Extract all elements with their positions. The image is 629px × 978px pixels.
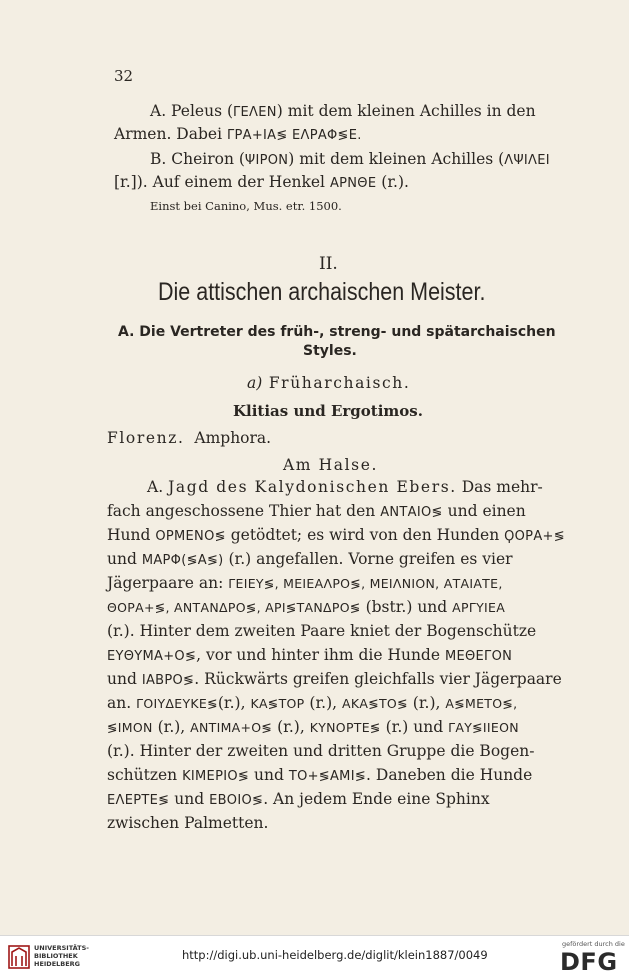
text: und	[249, 766, 289, 784]
text: (r.),	[152, 718, 191, 736]
greek-inscription: ΑΡΝΘΕ	[329, 176, 377, 191]
text: Jägerpaare an:	[107, 574, 229, 592]
greek-inscription: ΟΡΜΕΝΟ≶	[155, 529, 226, 544]
text: Hund	[107, 526, 156, 544]
text-line: (r.). Hinter dem zweiten Paare kniet der Bogenschütze	[107, 622, 537, 640]
text-line	[107, 669, 562, 691]
text-line	[114, 172, 409, 194]
greek-inscription: ΕΒΟΙΟ≶	[209, 793, 264, 808]
text-line	[114, 124, 362, 146]
dfg-logo: DFG	[560, 948, 618, 976]
text: (r.) angefallen. Vorne greifen es vier	[223, 550, 513, 568]
text: (r.),	[272, 718, 310, 736]
greek-inscription: ΜΕΘΕΓΟΝ	[444, 649, 513, 664]
greek-inscription: ΘΟΡΑ+≶, ΑΝΤΑΝΔΡΟ≶, ΑΡΙ≶ΤΑΝΔΡΟ≶	[107, 600, 361, 615]
position-heading: Am Halse.	[283, 456, 378, 474]
text: (r.),	[304, 694, 343, 712]
text: [r.]). Auf einem der Henkel	[114, 173, 330, 191]
text: . Daneben die Hunde	[366, 766, 533, 784]
text: (r.).	[376, 173, 409, 191]
text: , vor und hinter ihm die Hunde	[196, 646, 445, 664]
location-line	[107, 428, 271, 448]
text: fach angeschossene Thier hat den	[107, 502, 381, 520]
greek-inscription: ΚΥΝΟΡΤΕ≶	[309, 720, 381, 735]
text-line	[150, 101, 536, 123]
text: (r.),	[217, 694, 251, 712]
text-line	[107, 645, 512, 667]
text: Das mehr-	[456, 478, 543, 496]
spaced-text: Jagd des Kalydonischen Ebers.	[168, 478, 457, 496]
text: A. Peleus (	[150, 102, 233, 120]
greek-inscription: ΙΑΒΡΟ≶	[141, 673, 195, 688]
text: an.	[107, 694, 137, 712]
text: Armen. Dabei	[114, 125, 227, 143]
section-title: Die attischen archaischen Meister.	[158, 278, 486, 306]
text: B. Cheiron (	[150, 150, 245, 168]
greek-inscription: ΚΑ≶ΤΟΡ	[250, 696, 305, 711]
text-line	[107, 501, 526, 523]
text: und	[107, 550, 142, 568]
artist-heading: Klitias und Ergotimos.	[233, 402, 423, 420]
greek-inscription: ΚΙΜΕΡΙΟ≶	[182, 769, 250, 784]
text: . An jedem Ende eine Sphinx	[263, 790, 490, 808]
page-number: 32	[114, 67, 134, 85]
library-name	[34, 944, 89, 968]
greek-inscription: ϘΟΡΑ+≶	[504, 529, 565, 544]
subsection-label: Früharchaisch.	[262, 374, 411, 392]
text: (r.) und	[380, 718, 449, 736]
greek-inscription: ΓΕΙΕΥ≶, ΜΕΙΕΑΛΡΟ≶, ΜΕΙΛΝΙΟΝ, ΑΤΑΙΑΤΕ,	[228, 576, 503, 591]
text: und	[107, 670, 142, 688]
permalink-url[interactable]: http://digi.ub.uni-heidelberg.de/diglit/klein1887/0049	[182, 948, 488, 962]
text-line	[107, 597, 505, 618]
greek-inscription: ΓΑΥ≶ΙΙΕΟΝ	[448, 720, 519, 735]
library-name-line: HEIDELBERG	[34, 960, 81, 968]
library-name-line: UNIVERSITÄTS-	[34, 944, 89, 952]
text-line	[107, 525, 565, 547]
text-line: zwischen Palmetten.	[107, 814, 269, 832]
provenance-note: Einst bei Canino, Mus. etr. 1500.	[150, 199, 342, 213]
text-line	[107, 717, 519, 738]
text: A.	[147, 478, 169, 496]
text: (bstr.) und	[360, 598, 453, 616]
greek-inscription: ΤΟ+≶ΑΜΙ≶	[288, 769, 367, 784]
greek-inscription: ΕΥΘΥΜΑ+Ο≶	[107, 649, 197, 664]
text-line	[107, 765, 532, 787]
section-subtitle-cont: Styles.	[303, 343, 357, 359]
greek-inscription: Α≶ΜΕΤΟ≶,	[445, 696, 518, 711]
text-line	[150, 149, 550, 171]
greek-inscription: ΛΨΙΛΕΙ	[504, 153, 550, 168]
text: und	[169, 790, 210, 808]
greek-inscription: ΓΡΑ+ΙΑ≶ ΕΛΡΑΦ≶Ε.	[226, 128, 362, 143]
greek-inscription: ΑΝΤΙΜΑ+Ο≶	[190, 720, 273, 735]
text-line	[147, 477, 543, 497]
greek-inscription: ΜΑΡΦ(≶Α≶)	[141, 553, 224, 568]
greek-inscription: ΨΙΡΟΝ	[244, 153, 289, 168]
text: (r.),	[407, 694, 446, 712]
text: und einen	[442, 502, 526, 520]
university-library-logo-icon	[8, 942, 30, 970]
section-subtitle: A. Die Vertreter des früh-, streng- und spätarchaischen	[118, 324, 556, 340]
greek-inscription: ΕΛΕΡΤΕ≶	[107, 793, 170, 808]
text-line: (r.). Hinter der zweiten und dritten Gruppe die Bogen-	[107, 742, 535, 760]
funding-note: gefördert durch die	[562, 940, 625, 948]
greek-inscription: ΑΝΤΑΙΟ≶	[380, 505, 443, 520]
section-numeral: II.	[319, 254, 338, 274]
text-line	[107, 549, 513, 571]
text: getödtet; es wird von den Hunden	[225, 526, 505, 544]
text-line	[107, 573, 503, 594]
text-line	[107, 693, 517, 714]
vessel-type: Amphora.	[194, 429, 272, 447]
text: ) mit dem kleinen Achilles in den	[276, 102, 536, 120]
subsection-letter: a)	[247, 374, 263, 392]
viewer-footer	[0, 935, 629, 978]
library-name-line: BIBLIOTHEK	[34, 952, 78, 960]
text: schützen	[107, 766, 183, 784]
greek-inscription: ≶ΙΜΟΝ	[107, 720, 153, 735]
text: ) mit dem kleinen Achilles (	[288, 150, 505, 168]
subsection-heading	[247, 373, 410, 393]
greek-inscription: ΑΡΓΥΙΕΑ	[452, 600, 506, 615]
text-line	[107, 789, 490, 811]
text: . Rückwärts greifen gleichfalls vier Jägerpaare	[194, 670, 562, 688]
greek-inscription: ΑΚΑ≶ΤΟ≶	[342, 696, 408, 711]
greek-inscription: ΓΕΛΕΝ	[233, 105, 277, 120]
greek-inscription: ΓΟΙΥΔΕΥΚΕ≶	[136, 696, 218, 711]
place: Florenz.	[107, 429, 185, 447]
